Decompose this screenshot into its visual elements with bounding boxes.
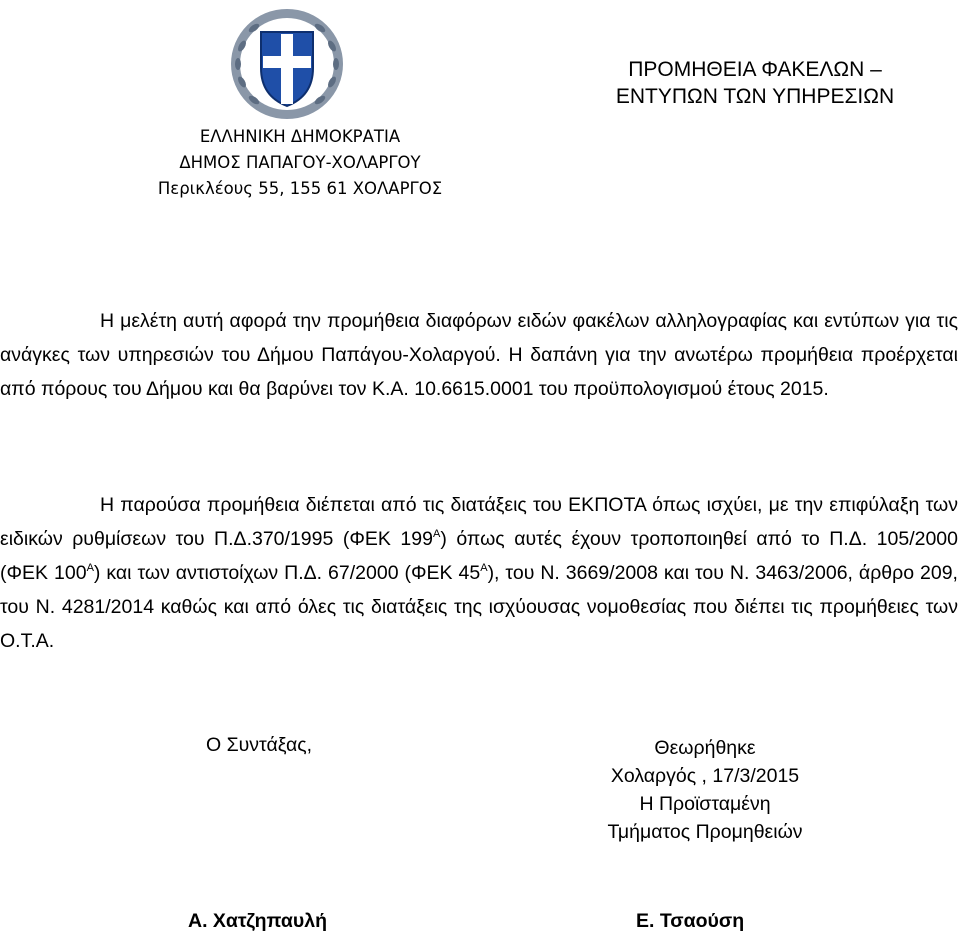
- legal-text-part-2: ) όπως αυτές έχουν τροποποιηθεί από το Π.Δ. 105/2000 (ΦΕΚ 100: [0, 528, 958, 584]
- superscript-a: Α: [432, 528, 441, 540]
- authority-line-2: ΔΗΜΟΣ ΠΑΠΑΓΟΥ-ΧΟΛΑΡΓΟΥ: [179, 153, 421, 172]
- approver-title-line-2: Τμήματος Προμηθειών: [607, 821, 803, 843]
- approver-title-line-1: Η Προϊσταμένη: [639, 793, 771, 815]
- issuing-authority: [130, 124, 470, 202]
- title-line-2: ΕΝΤΥΠΩΝ ΤΩΝ ΥΠΗΡΕΣΙΩΝ: [615, 85, 895, 108]
- approved-label: Θεωρήθηκε: [654, 737, 756, 759]
- document-title: [590, 56, 920, 110]
- authority-address: Περικλέους 55, 155 61 ΧΟΛΑΡΓΟΣ: [157, 179, 443, 198]
- hellenic-republic-emblem: [228, 6, 346, 120]
- author-title: Ο Συντάξας,: [206, 734, 313, 756]
- superscript-a: Α: [86, 562, 94, 574]
- place-date: Χολαργός , 17/3/2015: [610, 765, 800, 787]
- approver-name: Ε. Τσαούση: [636, 910, 745, 932]
- superscript-a: Α: [480, 562, 488, 574]
- author-name: Α. Χατζηπαυλή: [188, 910, 327, 932]
- paragraph-purpose-text: Η μελέτη αυτή αφορά την προμήθεια διαφόρων ειδών φακέλων αλληλογραφίας και εντύπων για τις ανάγκες των υπηρεσιών του Δήμου Παπάγου-Χολαργού. Η δαπάνη για την ανωτέρω προμήθεια προέρχεται από πόρους του Δήμου και θα βαρύνει τον Κ.Α. 10.6615.0001 του προϋπολογισμού έτους 2015.: [0, 310, 958, 400]
- title-line-1: ΠΡΟΜΗΘΕΙΑ ΦΑΚΕΛΩΝ –: [628, 58, 882, 81]
- paragraph-purpose: [0, 304, 958, 406]
- legal-text-part-1: Η παρούσα προμήθεια διέπεται από τις διατάξεις του ΕΚΠΟΤΑ όπως ισχύει, με την επιφύλαξη των ειδικών ρυθμίσεων του Π.Δ.370/1995 (ΦΕΚ 199: [0, 494, 958, 550]
- legal-text-part-3: ) και των αντιστοίχων Π.Δ. 67/2000 (ΦΕΚ 45: [93, 562, 481, 584]
- legal-text-part-4: ), του Ν. 3669/2008 και του Ν. 3463/2006, άρθρο 209, του Ν. 4281/2014 καθώς και από όλες τις διατάξεις της ισχύουσας νομοθεσίας που διέπει τις προμήθειες των Ο.Τ.Α.: [0, 562, 958, 652]
- approval-block: [560, 734, 850, 846]
- paragraph-legal-basis: [0, 488, 958, 658]
- authority-line-1: ΕΛΛΗΝΙΚΗ ΔΗΜΟΚΡΑΤΙΑ: [199, 127, 401, 146]
